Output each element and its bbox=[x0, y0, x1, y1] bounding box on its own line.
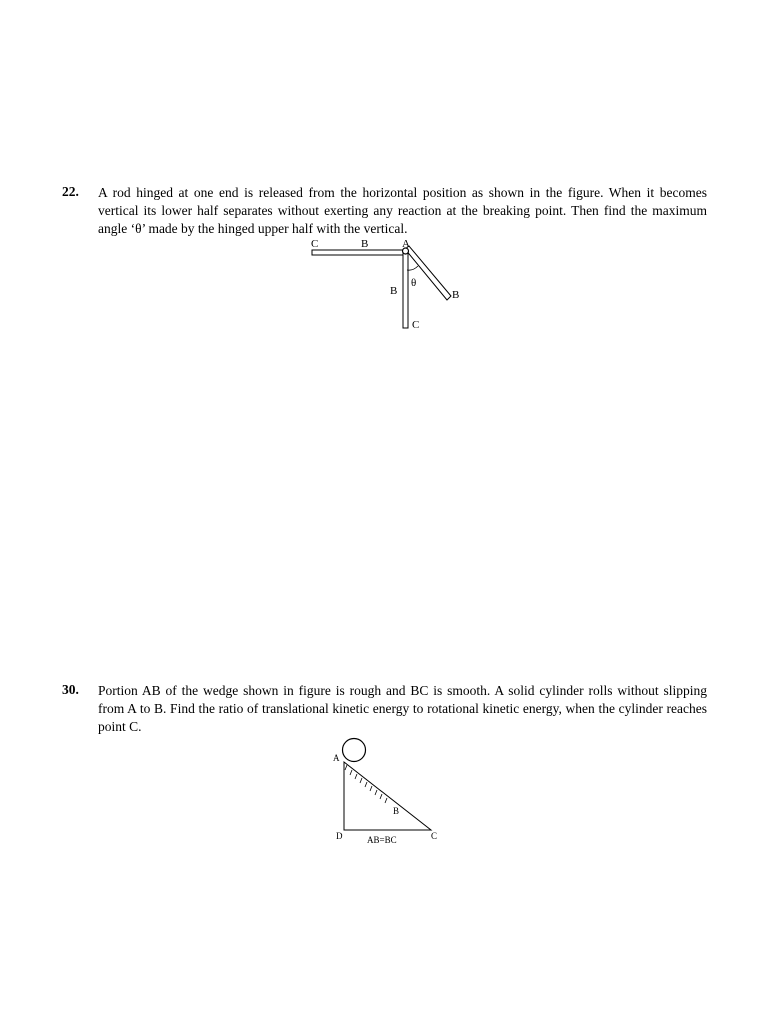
horizontal-rod bbox=[312, 250, 404, 255]
wedge-cylinder-figure bbox=[325, 730, 450, 850]
label-theta: θ bbox=[411, 277, 417, 289]
label-a: A bbox=[333, 753, 340, 763]
label-ab-equals-bc: AB=BC bbox=[367, 835, 397, 845]
question-number: 30. bbox=[62, 682, 79, 697]
label-c: C bbox=[431, 831, 438, 841]
question-text: A rod hinged at one end is released from the horizontal position as shown in the figure. When it becomes vertical its lower half separates without exerting any reaction at the breaking point. Then find the maximum angle ‘θ’ made by the hinged upper half with the vertical. bbox=[98, 185, 707, 236]
label-horiz-b: B bbox=[361, 238, 369, 250]
label-hinge-a: A bbox=[402, 238, 410, 250]
question-22 bbox=[62, 184, 707, 238]
label-vert-b: B bbox=[390, 285, 398, 297]
question-text: Portion AB of the wedge shown in figure is rough and BC is smooth. A solid cylinder rolls without slipping from A to B. Find the ratio of translational kinetic energy to rotational kinetic energy, when the cylinder reaches point C. bbox=[98, 683, 707, 734]
label-d: D bbox=[336, 831, 343, 841]
label-horiz-c: C bbox=[311, 238, 319, 250]
slanted-rod bbox=[405, 246, 451, 300]
label-vert-c: C bbox=[412, 319, 420, 331]
cylinder bbox=[343, 739, 366, 762]
question-30 bbox=[62, 682, 707, 736]
vertical-rod bbox=[403, 250, 408, 328]
question-number: 22. bbox=[62, 184, 79, 199]
wedge bbox=[344, 762, 431, 830]
label-b: B bbox=[393, 806, 400, 816]
label-slant-b: B bbox=[452, 289, 460, 301]
rod-hinge-figure bbox=[280, 236, 480, 340]
theta-arc bbox=[407, 266, 418, 270]
